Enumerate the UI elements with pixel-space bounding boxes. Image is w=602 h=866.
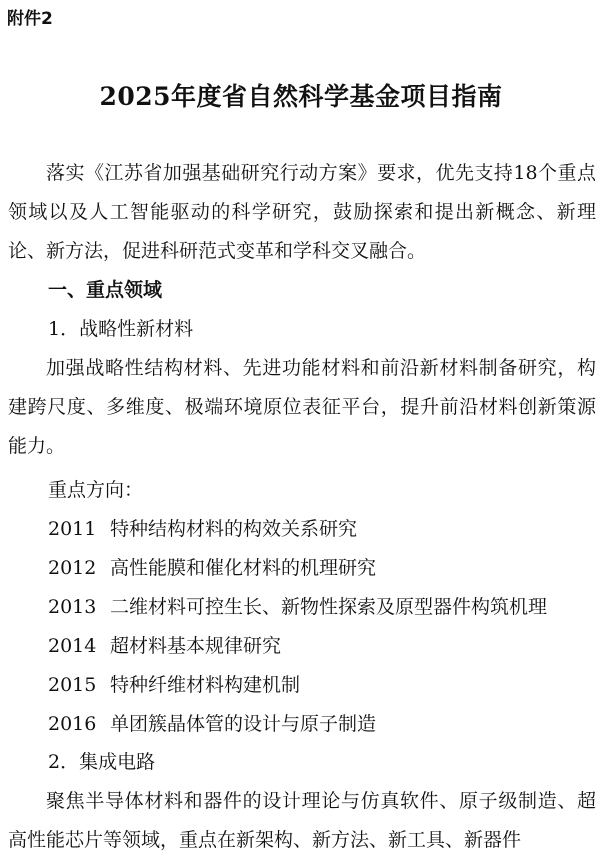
direction-text: 超材料基本规律研究: [110, 635, 282, 657]
direction-code: 2015: [48, 674, 97, 696]
direction-text: 特种纤维材料构建机制: [110, 674, 301, 696]
direction-code: 2011: [48, 518, 97, 540]
direction-text: 单团簇晶体管的设计与原子制造: [110, 713, 377, 735]
direction-item: [48, 549, 376, 588]
direction-item: [48, 666, 300, 705]
direction-text: 二维材料可控生长、新物性探索及原型器件构筑机理: [110, 596, 548, 618]
attachment-label: 附件2: [7, 9, 53, 29]
direction-item: [48, 510, 357, 549]
direction-text: 高性能膜和催化材料的机理研究: [110, 557, 377, 579]
direction-code: 2016: [48, 713, 97, 735]
direction-code: 2014: [48, 635, 97, 657]
document-title: 2025年度省自然科学基金项目指南: [99, 82, 503, 111]
intro-paragraph: 落实《江苏省加强基础研究行动方案》要求，优先支持18个重点领域以及人工智能驱动的科学研究，鼓励探索和提出新概念、新理论、新方法，促进科研范式变革和学科交叉融合。: [8, 162, 596, 262]
area1-heading: 1．战略性新材料: [48, 318, 194, 340]
section-heading: 一、重点领域: [48, 279, 163, 301]
area2-heading: 2．集成电路: [48, 751, 156, 773]
direction-code: 2013: [48, 596, 97, 618]
direction-item: [48, 705, 376, 744]
direction-item: [48, 627, 281, 666]
direction-text: 特种结构材料的构效关系研究: [110, 518, 358, 540]
direction-code: 2012: [48, 557, 97, 579]
area1-directions-label: 重点方向：: [48, 479, 144, 501]
direction-item: [48, 588, 547, 627]
area2-description: 聚焦半导体材料和器件的设计理论与仿真软件、原子级制造、超高性能芯片等领域，重点在新架构、新方法、新工具、新器件: [8, 790, 596, 851]
area1-description: 加强战略性结构材料、先进功能材料和前沿新材料制备研究，构建跨尺度、多维度、极端环境原位表征平台，提升前沿材料创新策源能力。: [8, 357, 596, 457]
